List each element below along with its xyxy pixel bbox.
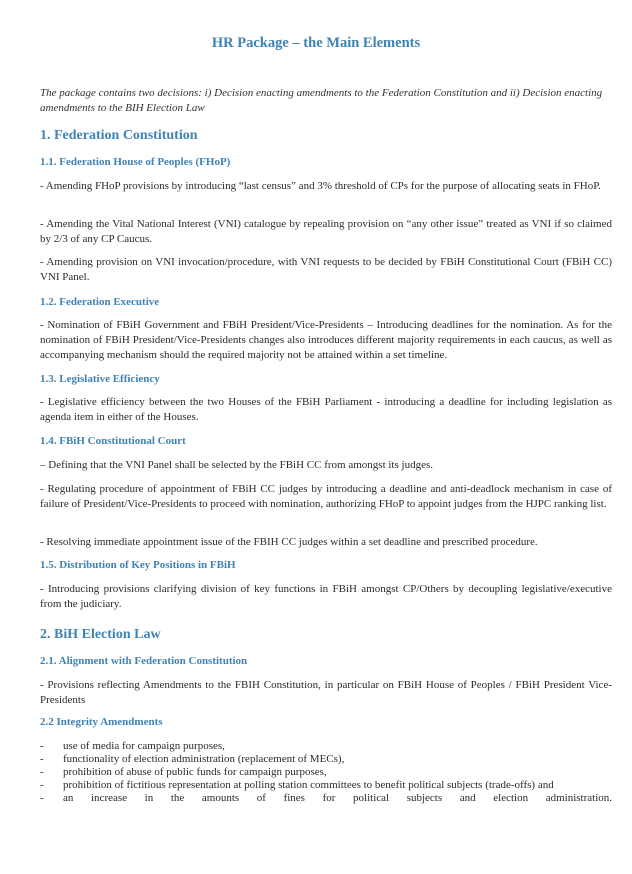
section-1-4-heading: 1.4. FBiH Constitutional Court [40, 435, 186, 447]
paragraph: - Amending the Vital National Interest (VNI) catalogue by repealing provision on “any other issue” treated as VNI if so claimed by 2/3 of any CP Caucus. [40, 218, 612, 245]
paragraph: - Legislative efficiency between the two Houses of the FBiH Parliament - introducing a deadline for including legislation as agenda item in either of the Houses. [40, 396, 612, 423]
section-1-1-para-3-wrap [40, 255, 612, 285]
paragraph: - Resolving immediate appointment issue of the FBIH CC judges within a set deadline and prescribed procedure. [40, 536, 538, 548]
section-2-heading-block [40, 627, 612, 643]
list-item [40, 792, 612, 805]
integrity-list-wrap [40, 740, 612, 805]
document-title: HR Package – the Main Elements [211, 35, 421, 51]
paragraph: - Amending FHoP provisions by introducing “last census” and 3% threshold of CPs for the purpose of allocating seats in FHoP. [40, 180, 601, 192]
section-1-4-para-1-wrap [40, 458, 612, 473]
section-1-3-heading: 1.3. Legislative Efficiency [40, 373, 160, 385]
list-item [40, 779, 612, 792]
list-item-text: use of media for campaign purposes, [63, 740, 225, 752]
bullet-dash: - [40, 766, 44, 778]
list-item [40, 766, 612, 779]
bullet-dash: - [40, 740, 44, 752]
section-1-1 [40, 156, 612, 168]
bullet-dash: - [40, 792, 44, 804]
section-1-heading-block [40, 128, 612, 144]
list-item-text: functionality of election administration (replacement of MECs), [63, 753, 345, 765]
section-1-1-heading: 1.1. Federation House of Peoples (FHoP) [40, 156, 231, 168]
intro-text: The package contains two decisions: i) Decision enacting amendments to the Federation Constitution and ii) Decision enacting amendments to the BIH Election Law [40, 87, 603, 114]
paragraph: - Provisions reflecting Amendments to the FBIH Constitution, in particular on FBiH House of Peoples / FBiH President Vice-Presidents [40, 679, 612, 706]
paragraph: - Amending provision on VNI invocation/procedure, with VNI requests to be decided by FBiH Constitutional Court (FBiH CC) VNI Panel. [40, 256, 612, 283]
section-1-2-heading: 1.2. Federation Executive [40, 296, 160, 308]
paragraph: - Nomination of FBiH Government and FBiH President/Vice-Presidents – Introducing deadlines for the nomination. As for the nomination of FBiH President/Vice-Presidents changes also introduces different majority requirements in each caucus, as well as accompanying mechanism should the required majority not be attained within a set timeline. [40, 319, 612, 361]
section-1-5-heading: 1.5. Distribution of Key Positions in FBiH [40, 559, 236, 571]
list-item-text: an increase in the amounts of fines for political subjects and election administration. [63, 792, 612, 804]
section-2-1-heading: 2.1. Alignment with Federation Constitution [40, 655, 248, 667]
section-2-1 [40, 655, 612, 667]
section-1-4-para-2-wrap [40, 482, 612, 512]
paragraph: - Introducing provisions clarifying division of key functions in FBiH amongst CP/Others by decoupling legislative/executive from the judiciary. [40, 583, 612, 610]
section-1-4 [40, 435, 612, 447]
paragraph: – Defining that the VNI Panel shall be selected by the FBiH CC from amongst its judges. [40, 459, 433, 471]
section-1-1-para-2-wrap [40, 217, 612, 247]
section-1-2 [40, 296, 612, 308]
section-2-heading: 2. BiH Election Law [40, 627, 161, 642]
section-1-3 [40, 373, 612, 385]
list-item-text: prohibition of fictitious representation at polling station committees to benefit political subjects (trade-offs) and [63, 779, 554, 791]
list-item-text: prohibition of abuse of public funds for campaign purposes, [63, 766, 327, 778]
section-1-5-para-wrap [40, 582, 612, 612]
paragraph: - Regulating procedure of appointment of FBiH CC judges by introducing a deadline and anti-deadlock mechanism in case of failure of President/Vice-Presidents to proceed with nomination, authorizing FHoP to appoint judges from the HJPC ranking list. [40, 483, 612, 510]
section-1-2-para-wrap [40, 318, 612, 363]
section-1-4-para-3-wrap [40, 535, 612, 550]
list-item [40, 740, 612, 753]
integrity-list [40, 740, 612, 805]
list-item [40, 753, 612, 766]
bullet-dash: - [40, 779, 44, 791]
section-2-1-para-wrap [40, 678, 612, 708]
section-2-2-heading: 2.2 Integrity Amendments [40, 716, 163, 728]
section-1-5 [40, 559, 612, 571]
section-1-3-para-wrap [40, 395, 612, 425]
section-2-2 [40, 716, 612, 728]
section-1-heading: 1. Federation Constitution [40, 128, 198, 143]
bullet-dash: - [40, 753, 44, 765]
section-1-1-para-1-wrap [40, 179, 612, 194]
